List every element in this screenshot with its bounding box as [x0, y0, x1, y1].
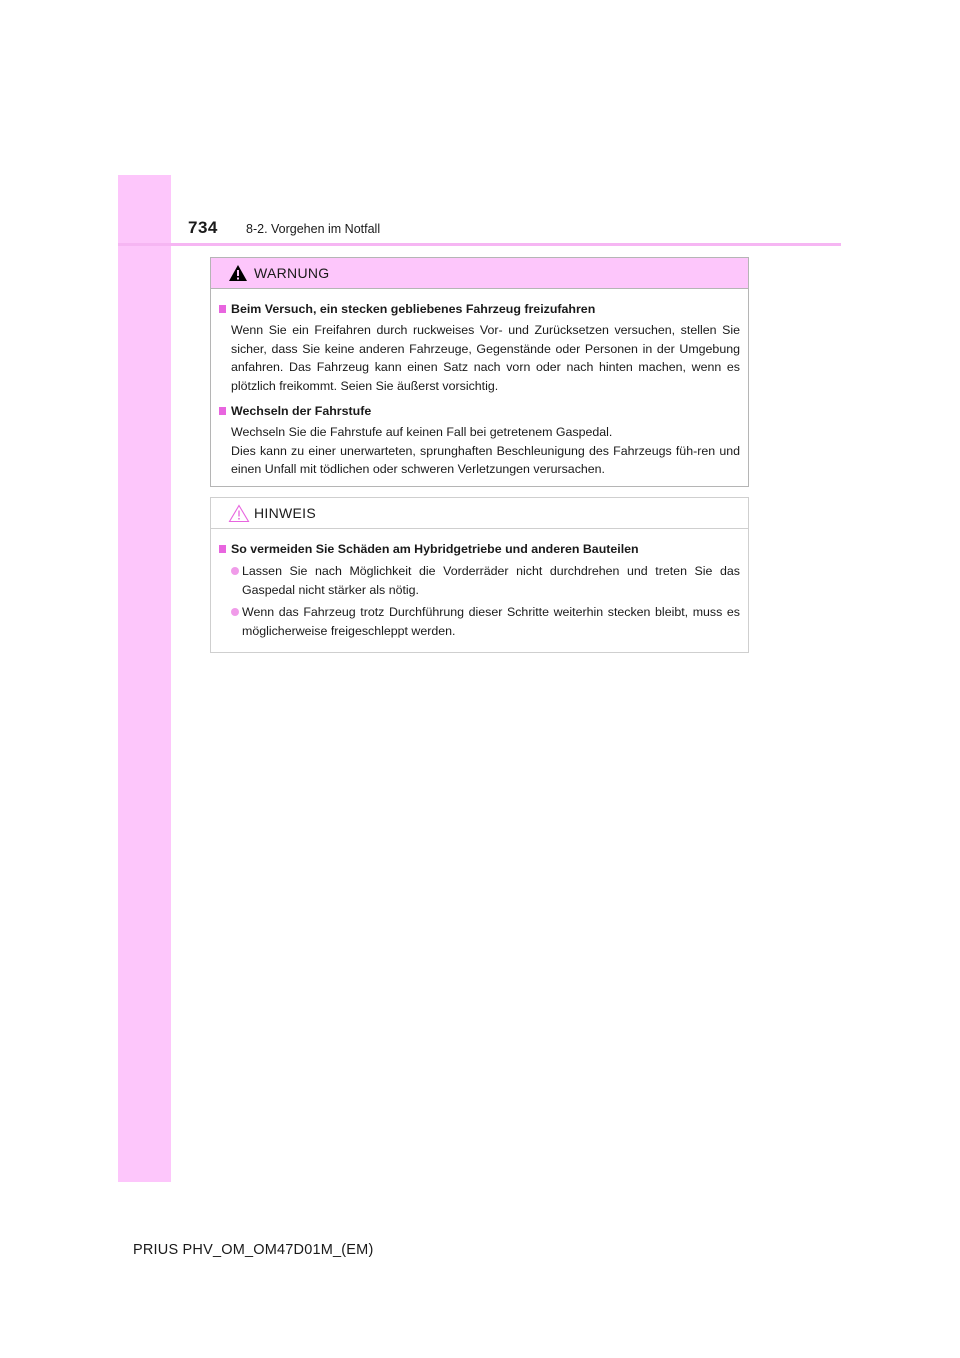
warning-item-text: Wenn Sie ein Freifahren durch ruckweises Vor- und Zurücksetzen versuchen, stellen Sie sicher, dass Sie keine anderen Fahrzeuge, Gegenstände oder Personen in der Umgebung anfahren. Das Fahrzeug kann einen Satz nach vorn oder nach hinten machen, wenn es plötzlich freikommt. Seien Sie äußerst vorsichtig.	[231, 323, 740, 393]
note-bullet	[219, 562, 740, 599]
warning-item-title: Beim Versuch, ein stecken gebliebenes Fahrzeug freizufahren	[231, 302, 596, 316]
note-box	[210, 497, 749, 653]
note-label: HINWEIS	[254, 505, 316, 521]
note-bullet	[219, 603, 740, 640]
circle-bullet-icon	[231, 567, 239, 575]
side-tab	[118, 175, 171, 1182]
warning-label: WARNUNG	[254, 265, 330, 281]
square-bullet-icon	[219, 305, 226, 313]
warning-box	[210, 257, 749, 487]
warning-item-title: Wechseln der Fahrstufe	[231, 404, 372, 418]
note-header	[211, 498, 748, 529]
note-title-row	[219, 541, 740, 558]
caution-triangle-icon	[228, 504, 250, 523]
square-bullet-icon	[219, 545, 226, 553]
note-bullet-text: Wenn das Fahrzeug trotz Durchführung dieser Schritte weiterhin stecken bleibt, muss es möglicherweise freigeschleppt werden.	[242, 605, 740, 638]
warning-item	[219, 403, 740, 479]
document-code: PRIUS PHV_OM_OM47D01M_(EM)	[133, 1242, 374, 1258]
circle-bullet-icon	[231, 608, 239, 616]
page-number: 734	[188, 218, 218, 237]
note-bullet-text: Lassen Sie nach Möglichkeit die Vorderräder nicht durchdrehen und treten Sie das Gaspedal nicht stärker als nötig.	[242, 564, 740, 597]
warning-item	[219, 301, 740, 395]
section-title: 8-2. Vorgehen im Notfall	[246, 222, 381, 236]
note-title: So vermeiden Sie Schäden am Hybridgetriebe und anderen Bauteilen	[231, 542, 639, 556]
square-bullet-icon	[219, 407, 226, 415]
header-rule	[118, 243, 841, 246]
warning-item-text: Wechseln Sie die Fahrstufe auf keinen Fall bei getretenem Gaspedal.	[231, 425, 613, 439]
warning-item-text: Dies kann zu einer unerwarteten, sprunghaften Beschleunigung des Fahrzeugs füh-ren und einen Unfall mit tödlichen oder schweren Verletzungen verursachen.	[231, 443, 740, 476]
warning-header	[211, 258, 748, 289]
warning-triangle-icon	[228, 264, 248, 282]
